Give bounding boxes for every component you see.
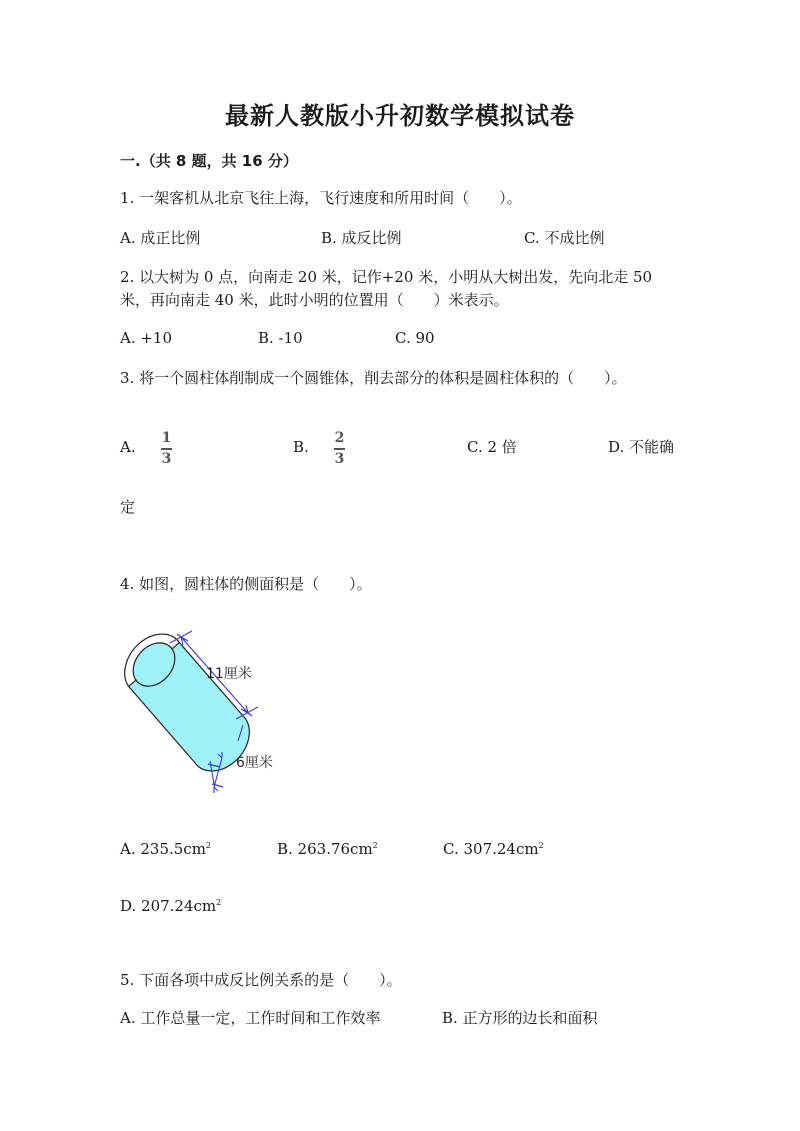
question-2-stem-line1: 2. 以大树为 0 点，向南走 20 米，记作+20 米，小明从大树出发，先向北走 50 xyxy=(120,268,653,286)
question-1-option-b[interactable]: B. 成反比例 xyxy=(321,229,402,247)
question-4-stem: 4. 如图，圆柱体的侧面积是（ ）。 xyxy=(120,575,372,593)
length-label: 11厘米 xyxy=(206,666,252,682)
question-2-stem-line2: 米，再向南走 40 米，此时小明的位置用（ ）米表示。 xyxy=(120,291,509,309)
question-3-option-d[interactable]: D. 不能确 xyxy=(608,438,675,456)
question-1-option-c[interactable]: C. 不成比例 xyxy=(524,229,605,247)
option-text: D. 207.24cm xyxy=(120,897,217,915)
superscript: 2 xyxy=(216,898,222,907)
question-3-option-a-label[interactable]: A. xyxy=(120,438,136,456)
superscript: 2 xyxy=(205,841,212,850)
question-5-option-b[interactable]: B. 正方形的边长和面积 xyxy=(442,1009,598,1027)
question-5-stem: 5. 下面各项中成反比例关系的是（ ）。 xyxy=(120,971,402,989)
superscript: 2 xyxy=(372,841,378,850)
option-text: B. 263.76cm xyxy=(277,840,373,858)
fraction-bar xyxy=(161,448,172,450)
option-text: A. 235.5cm xyxy=(120,840,206,858)
fraction-denominator: 3 xyxy=(334,450,345,467)
question-3-option-d-continued: 定 xyxy=(120,498,136,516)
question-4-option-a[interactable] xyxy=(120,835,211,860)
question-2-option-b[interactable]: B. -10 xyxy=(258,329,303,347)
question-3-option-b-label[interactable]: B. xyxy=(293,438,309,456)
fraction-bar xyxy=(334,448,345,450)
question-2-option-c[interactable]: C. 90 xyxy=(395,329,435,347)
option-text: C. 307.24cm xyxy=(443,840,539,858)
question-1-option-a[interactable]: A. 成正比例 xyxy=(120,229,201,247)
question-4-option-d[interactable] xyxy=(120,892,221,917)
fraction-numerator: 1 xyxy=(161,430,172,446)
fraction-numerator: 2 xyxy=(334,430,345,446)
question-3-stem: 3. 将一个圆柱体削制成一个圆锥体，削去部分的体积是圆柱体积的（ ）。 xyxy=(120,369,627,387)
fraction-denominator: 3 xyxy=(161,450,172,467)
page-title: 最新人教版小升初数学模拟试卷 xyxy=(225,102,575,130)
question-5-option-a[interactable]: A. 工作总量一定，工作时间和工作效率 xyxy=(120,1009,381,1027)
question-4-option-c[interactable] xyxy=(443,835,544,860)
question-1-stem: 1. 一架客机从北京飞往上海，飞行速度和所用时间（ ）。 xyxy=(120,189,522,207)
diameter-label: 6厘米 xyxy=(236,755,273,771)
superscript: 2 xyxy=(538,841,544,850)
question-3-option-c[interactable]: C. 2 倍 xyxy=(467,438,517,456)
section-heading: 一.（共 8 题，共 16 分） xyxy=(120,152,298,170)
question-2-option-a[interactable]: A. +10 xyxy=(120,329,173,347)
cylinder-figure xyxy=(110,625,300,800)
question-3-option-a-fraction[interactable] xyxy=(161,430,172,468)
question-4-option-b[interactable] xyxy=(277,835,378,860)
question-3-option-b-fraction[interactable] xyxy=(334,430,345,468)
